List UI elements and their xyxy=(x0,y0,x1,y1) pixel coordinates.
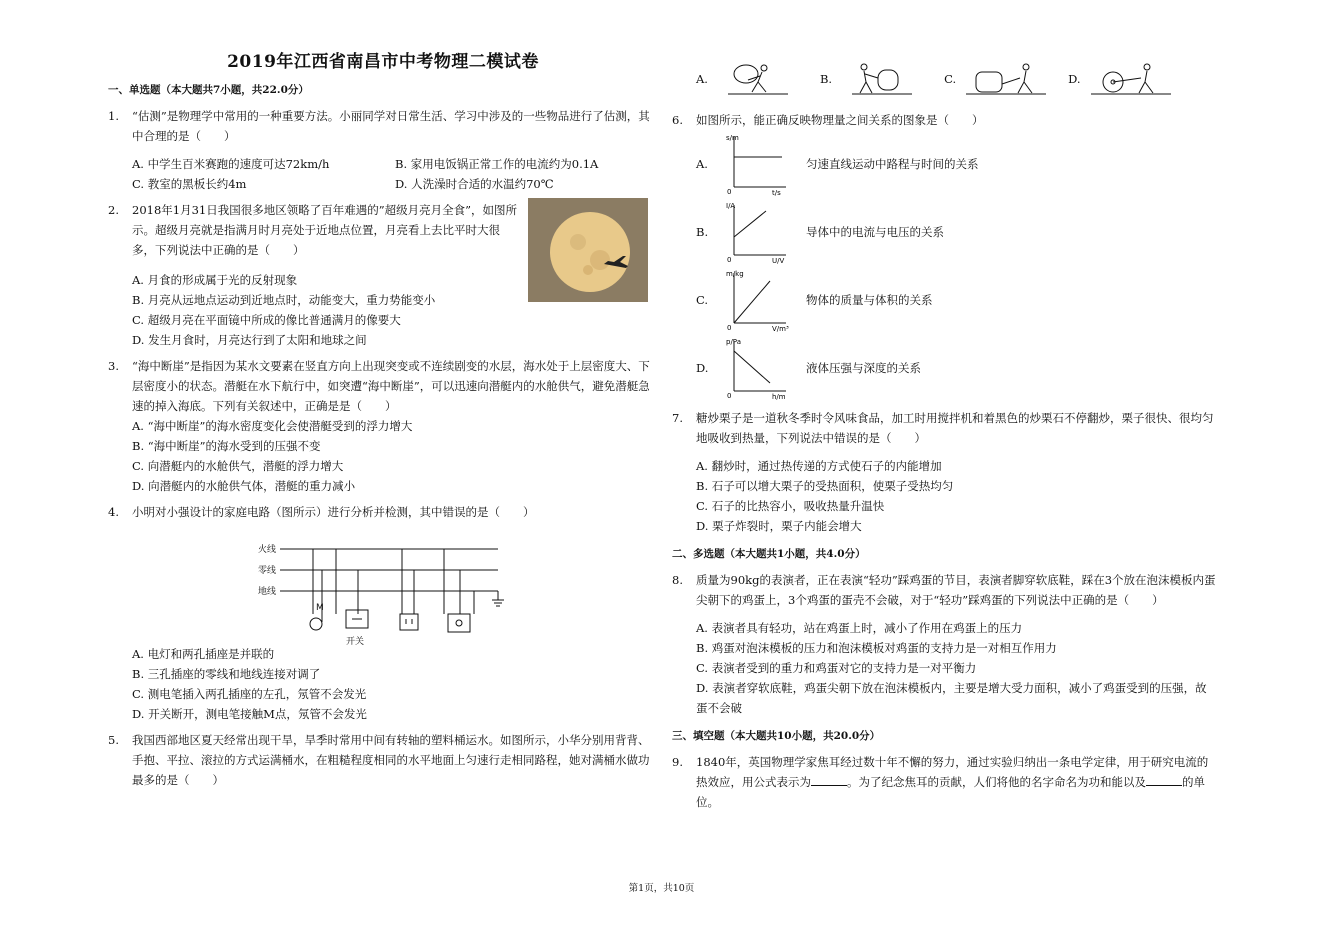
option-d[interactable]: D. xyxy=(1068,72,1081,86)
option-a[interactable]: A. 中学生百米赛跑的速度可达72km/h xyxy=(132,157,330,171)
wire-label-ground: 地线 xyxy=(258,587,277,597)
option-d[interactable]: D. 发生月食时，月亮达行到了太阳和地球之间 xyxy=(132,333,367,347)
question-number: 1. xyxy=(108,109,119,123)
option-a[interactable]: A. xyxy=(696,72,708,86)
question-text: 我国西部地区夏天经常出现干旱，旱季时常用中间有转轴的塑料桶运水。如图所示，小华分别用背背、手抱、平拉、滚拉的方式运满桶水，在粗糙程度相同的水平地面上匀速行走相同路程，她对满桶水做功最多的是（ ） xyxy=(132,733,650,787)
graph-p-h xyxy=(724,335,794,401)
question-number: 3. xyxy=(108,359,119,373)
left-column xyxy=(108,52,658,790)
switch-label: 开关 xyxy=(346,637,365,647)
option-b[interactable]: B. xyxy=(819,72,833,86)
question-text: 小明对小强设计的家庭电路（图所示）进行分析并检测，其中错误的是（ ） xyxy=(132,505,535,519)
question-number: 2. xyxy=(108,203,119,217)
question-4 xyxy=(108,502,658,522)
x-axis-label: t/s xyxy=(772,189,781,197)
question-number: 4. xyxy=(108,505,119,519)
svg-text:0: 0 xyxy=(727,392,732,400)
option-b[interactable]: B. 石子可以增大栗子的受热面积，使栗子受热均匀 xyxy=(696,479,954,493)
option-d[interactable]: D. 人洗澡时合适的水温约70℃ xyxy=(395,177,554,191)
option-c[interactable]: C. 超级月亮在平面镜中所成的像比普通满月的像要大 xyxy=(132,313,401,327)
question-text-part-1: 1840年，英国物理学家焦耳经过数十年不懈的努力，通过实验归纳出一条电学定律，用于研究电流的热效应，用公式表示为 xyxy=(696,755,1209,789)
option-b[interactable]: B. 三孔插座的零线和地线连接对调了 xyxy=(132,667,321,681)
y-axis-label: s/m xyxy=(726,134,739,142)
wire-label-fire: 火线 xyxy=(258,545,277,555)
question-number: 6. xyxy=(672,113,683,127)
question-text: 质量为90kg的表演者，正在表演“轻功”踩鸡蛋的节目，表演者脚穿软底鞋，踩在3个放在泡沫模板内蛋尖朝下的鸡蛋上，3个鸡蛋的蛋壳不会破，对于“轻功”踩鸡蛋的下列说法中正确的是（ ） xyxy=(696,573,1216,607)
answer-blank-2[interactable] xyxy=(1146,773,1182,786)
option-a[interactable]: A. 月食的形成属于光的反射现象 xyxy=(132,273,298,287)
question-1-options xyxy=(108,154,658,194)
option-a[interactable]: A. 电灯和两孔插座是并联的 xyxy=(132,647,275,661)
option-c[interactable]: C. 向潜艇内的水舱供气，潜艇的浮力增大 xyxy=(132,459,344,473)
question-7-options xyxy=(672,456,1217,536)
question-number: 5. xyxy=(108,733,119,747)
option-a[interactable]: A. 翻炒时，通过热传递的方式使石子的内能增加 xyxy=(696,459,942,473)
question-9 xyxy=(672,752,1217,812)
right-column xyxy=(672,62,1217,812)
svg-text:0: 0 xyxy=(727,324,732,332)
option-a[interactable]: A. 表演者具有轻功，站在鸡蛋上时，减小了作用在鸡蛋上的压力 xyxy=(696,621,1023,635)
question-text: 2018年1月31日我国很多地区领略了百年难遇的”超级月亮月全食”，如图所示。超级月亮就是指满月时月亮处于近地点位置，月亮看上去比平时大很多，下列说法中正确的是（ ） xyxy=(132,203,517,257)
y-axis-label: p/Pa xyxy=(726,338,741,346)
x-axis-label: V/m³ xyxy=(772,325,789,333)
question-text-part-2: 。为了纪念焦耳的贡献，人们将他的名字命名为功和能以及 xyxy=(847,775,1146,789)
q6-option-c[interactable] xyxy=(672,266,1217,334)
x-axis-label: U/V xyxy=(772,257,785,265)
super-moon-photo xyxy=(528,198,648,302)
question-number: 8. xyxy=(672,573,683,587)
option-c[interactable]: C. 教室的黑板长约4m xyxy=(132,177,247,191)
option-d[interactable]: D. 开关断开，测电笔接触M点，氖管不会发光 xyxy=(132,707,367,721)
question-1 xyxy=(108,106,658,146)
q6-option-b[interactable] xyxy=(672,198,1217,266)
option-c[interactable]: C. 石子的比热容小，吸收热量升温快 xyxy=(696,499,885,513)
section-heading-multi-choice: 二、多选题（本大题共1小题，共4.0分） xyxy=(672,548,866,560)
option-d[interactable]: D. 表演者穿软底鞋，鸡蛋尖朝下放在泡沫模板内，主要是增大受力面积，减小了鸡蛋受到的压强，故蛋不会破 xyxy=(696,681,1207,715)
option-d[interactable]: D. 向潜艇内的水舱供气体，潜艇的重力减小 xyxy=(132,479,356,493)
flat-pulling-figure xyxy=(956,62,1056,96)
question-2 xyxy=(108,200,658,350)
question-6 xyxy=(672,110,1217,130)
option-d[interactable]: D. 栗子炸裂时，栗子内能会增大 xyxy=(696,519,862,533)
answer-blank-1[interactable] xyxy=(811,773,847,786)
graph-description: 导体中的电流与电压的关系 xyxy=(806,225,944,239)
question-7 xyxy=(672,408,1217,448)
carrying-on-back-figure xyxy=(708,62,808,96)
carrying-in-arms-figure xyxy=(832,62,932,96)
page-footer: 第1页，共10页 xyxy=(628,883,695,894)
wire-label-zero: 零线 xyxy=(258,566,277,576)
graph-description: 物体的质量与体积的关系 xyxy=(806,293,933,307)
graph-s-t xyxy=(724,131,794,197)
option-b[interactable]: B. “海中断崖”的海水受到的压强不变 xyxy=(132,439,321,453)
question-3-options xyxy=(108,416,658,496)
option-c[interactable]: C. xyxy=(944,72,957,86)
question-text: “估测”是物理学中常用的一种重要方法。小丽同学对日常生活、学习中涉及的一些物品进行了估测，其中合理的是（ ） xyxy=(132,109,650,143)
y-axis-label: m/kg xyxy=(726,270,744,278)
question-8 xyxy=(672,570,1217,610)
point-m-label: M xyxy=(316,603,324,613)
x-axis-label: h/m xyxy=(772,393,786,401)
graph-description: 液体压强与深度的关系 xyxy=(806,361,921,375)
question-number: 9. xyxy=(672,755,683,769)
svg-text:0: 0 xyxy=(727,256,732,264)
household-circuit-diagram xyxy=(108,522,658,647)
question-5-image-options xyxy=(672,62,1217,96)
option-b[interactable]: B. 鸡蛋对泡沫模板的压力和泡沫模板对鸡蛋的支持力是一对相互作用力 xyxy=(696,641,1057,655)
section-heading-single-choice: 一、单选题（本大题共7小题，共22.0分） xyxy=(108,84,309,96)
option-label: C. xyxy=(696,293,709,307)
graph-description: 匀速直线运动中路程与时间的关系 xyxy=(806,157,979,171)
option-label: B. xyxy=(696,225,709,239)
question-text: “海中断崖”是指因为某水文要素在竖直方向上出现突变或不连续剧变的水层，海水处于上层密度大、下层密度小的状态。潜艇在水下航行中，如突遭“海中断崖”，可以迅速向潜艇内的水舱供气，避免潜艇急速的掉入海底。下列有关叙述中，正确是是（ ） xyxy=(132,359,650,413)
q6-option-a[interactable] xyxy=(672,130,1217,198)
question-text: 如图所示，能正确反映物理量之间关系的图象是（ ） xyxy=(696,113,984,127)
option-b[interactable]: B. 月亮从远地点运动到近地点时，动能变大，重力势能变小 xyxy=(132,293,436,307)
rolling-pulling-figure xyxy=(1081,62,1181,96)
question-8-options xyxy=(672,618,1217,718)
question-text-part-3: 的单位。 xyxy=(696,775,1205,809)
graph-m-v xyxy=(724,267,794,333)
graph-i-u xyxy=(724,199,794,265)
question-4-options xyxy=(108,644,658,724)
question-text: 糖炒栗子是一道秋冬季时令风味食品，加工时用搅拌机和着黑色的炒栗石不停翻炒，栗子很快、很均匀地吸收到热量，下列说法中错误的是（ ） xyxy=(696,411,1214,445)
option-b[interactable]: B. 家用电饭锅正常工作的电流约为0.1A xyxy=(395,157,599,171)
option-a[interactable]: A. “海中断崖”的海水密度变化会使潜艇受到的浮力增大 xyxy=(132,419,413,433)
section-heading-fill-blank: 三、填空题（本大题共10小题，共20.0分） xyxy=(672,730,881,742)
question-5 xyxy=(108,730,658,790)
y-axis-label: I/A xyxy=(726,202,736,210)
option-c[interactable]: C. 表演者受到的重力和鸡蛋对它的支持力是一对平衡力 xyxy=(696,661,977,675)
option-c[interactable]: C. 测电笔插入两孔插座的左孔，氖管不会发光 xyxy=(132,687,367,701)
question-3 xyxy=(108,356,658,416)
question-number: 7. xyxy=(672,411,683,425)
page-title: 2019年江西省南昌市中考物理二模试卷 xyxy=(227,52,539,72)
svg-text:0: 0 xyxy=(727,188,732,196)
option-label: D. xyxy=(696,361,709,375)
option-label: A. xyxy=(696,157,708,171)
q6-option-d[interactable] xyxy=(672,334,1217,402)
